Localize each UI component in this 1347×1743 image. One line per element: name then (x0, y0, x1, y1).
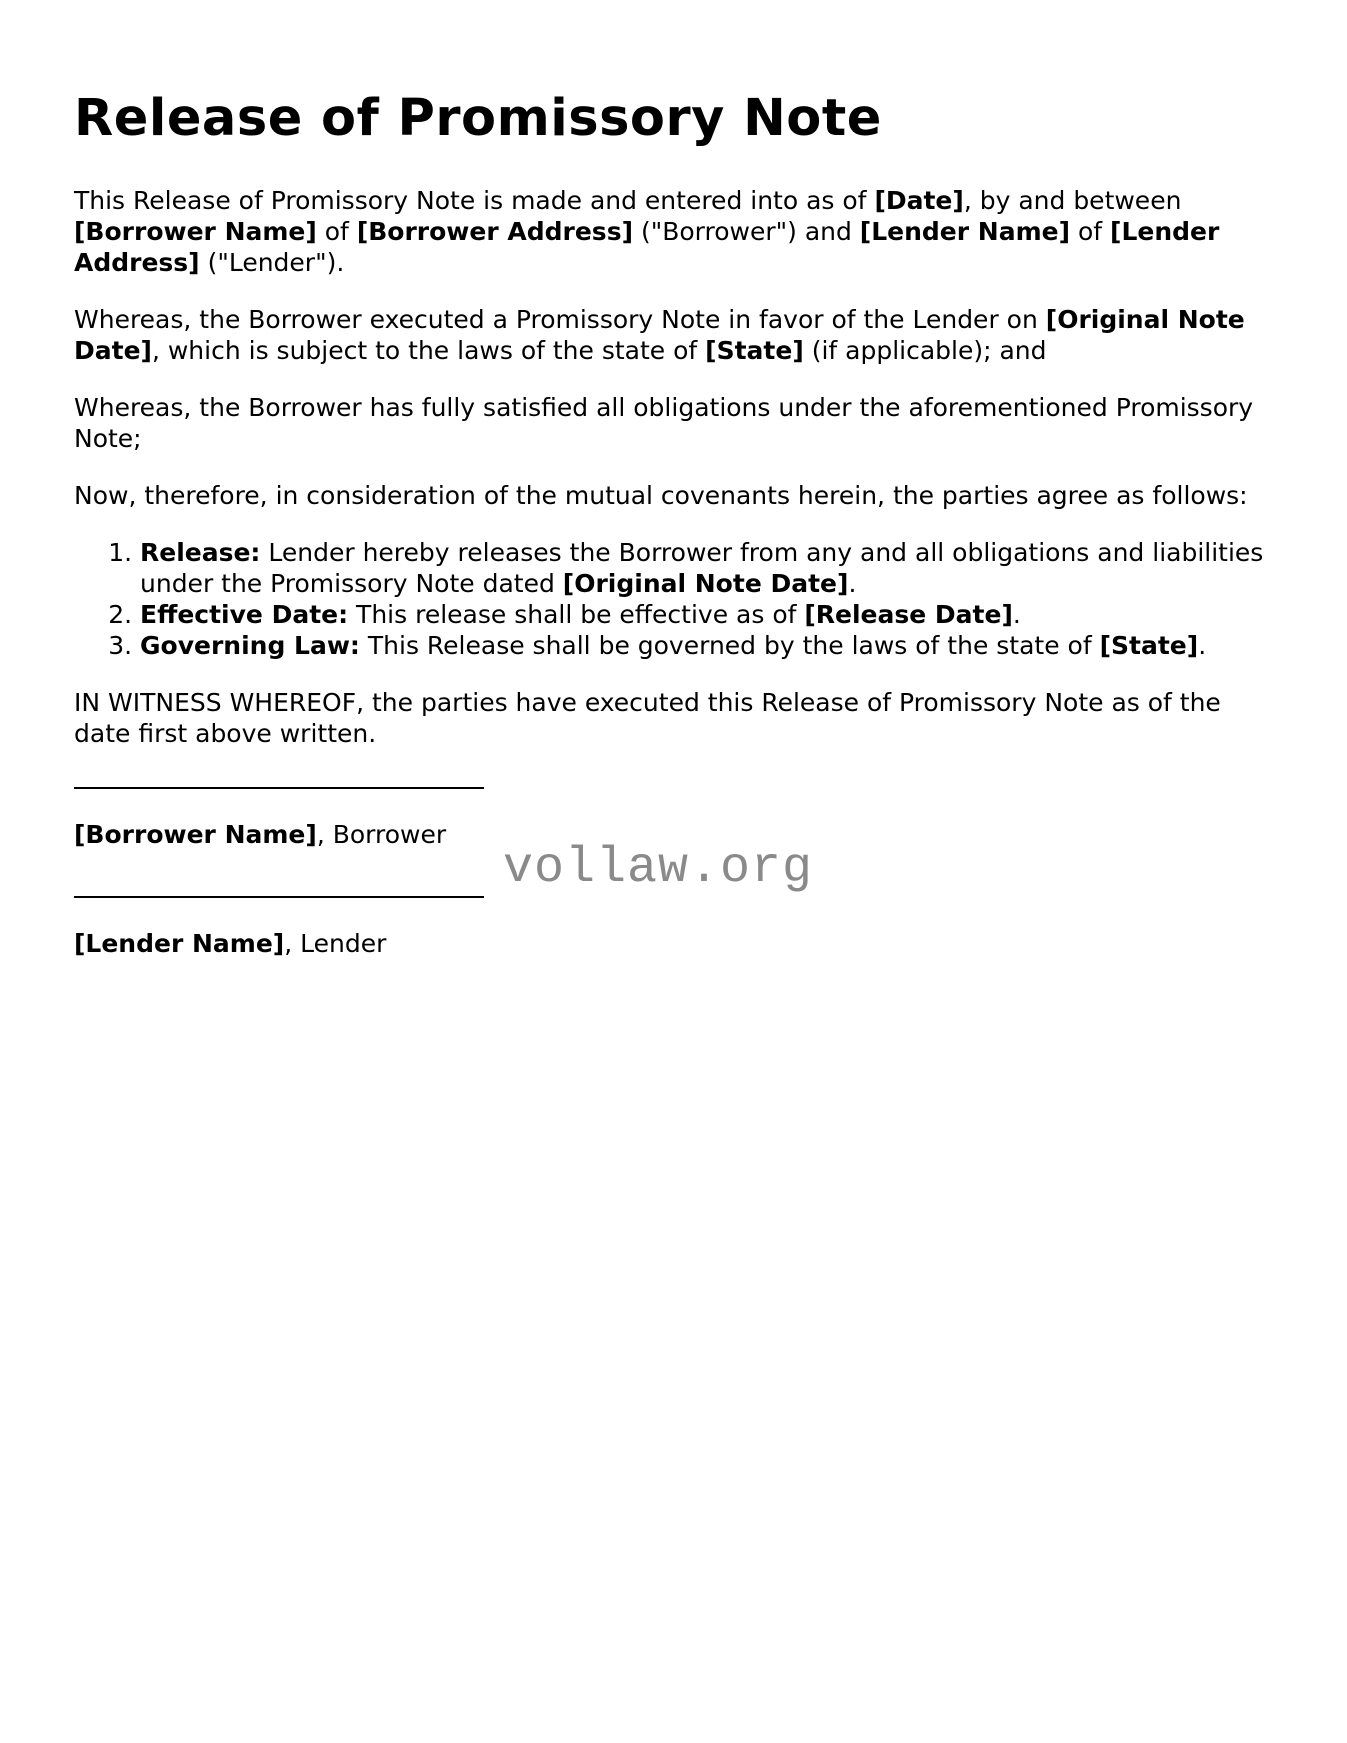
document-title: Release of Promissory Note (74, 89, 882, 148)
clause-effective-date (140, 599, 1274, 630)
clause-release (140, 537, 1274, 599)
clause-governing-law (140, 630, 1274, 661)
original-note-date-placeholder: [Original Note Date] (74, 305, 1245, 366)
lender-name-placeholder: [Lender Name] (74, 929, 285, 959)
clauses-list (74, 537, 1274, 661)
lender-signature-line (74, 896, 484, 898)
intro-text: ("Lender"). (199, 248, 345, 278)
clause-placeholder: [Original Note Date] (562, 569, 849, 599)
now-therefore-paragraph: Now, therefore, in consideration of the mutual covenants herein, the parties agree as follows: (74, 481, 1248, 511)
intro-text: of (1070, 217, 1111, 247)
intro-text: of (316, 217, 357, 247)
clause-placeholder: [Release Date] (804, 600, 1013, 630)
clause-text: This release shall be effective as of (348, 600, 805, 630)
clause-heading: Effective Date: (140, 600, 349, 630)
witness-paragraph: IN WITNESS WHEREOF, the parties have executed this Release of Promissory Note as of the date first above written. (74, 688, 1221, 749)
borrower-name-placeholder: [Borrower Name] (74, 217, 317, 247)
state-placeholder: [State] (705, 336, 804, 366)
borrower-name-placeholder: [Borrower Name] (74, 820, 317, 850)
signature-role: , Lender (284, 929, 387, 959)
intro-text: This Release of Promissory Note is made and entered into as of (74, 186, 875, 216)
intro-text: ("Borrower") and (633, 217, 860, 247)
clause-text: Lender hereby releases the Borrower from any and all obligations and liabilities under the Promissory Note dated (140, 538, 1264, 599)
date-placeholder: [Date] (874, 186, 964, 216)
whereas-text: Whereas, the Borrower executed a Promissory Note in favor of the Lender on (74, 305, 1046, 335)
clause-text: . (848, 569, 857, 599)
borrower-address-placeholder: [Borrower Address] (356, 217, 633, 247)
clause-text: This Release shall be governed by the laws of the state of (359, 631, 1100, 661)
clause-heading: Release: (140, 538, 261, 568)
intro-text: , by and between (963, 186, 1182, 216)
signature-role: , Borrower (316, 820, 447, 850)
whereas-paragraph-1 (74, 304, 1274, 366)
clause-placeholder: [State] (1099, 631, 1199, 661)
lender-signature-label (74, 928, 1274, 959)
whereas-text: (if applicable); and (803, 336, 1047, 366)
borrower-signature-line (74, 787, 484, 789)
lender-address-placeholder: [Lender Address] (74, 217, 1220, 278)
lender-name-placeholder: [Lender Name] (859, 217, 1071, 247)
clause-heading: Governing Law: (140, 631, 360, 661)
whereas-paragraph-2: Whereas, the Borrower has fully satisfied all obligations under the aforementioned Promissory Note; (74, 393, 1254, 454)
intro-paragraph (74, 185, 1274, 278)
clause-text: . (1198, 631, 1207, 661)
watermark: vollaw.org (503, 840, 814, 897)
whereas-text: , which is subject to the laws of the state of (151, 336, 706, 366)
clause-text: . (1012, 600, 1021, 630)
